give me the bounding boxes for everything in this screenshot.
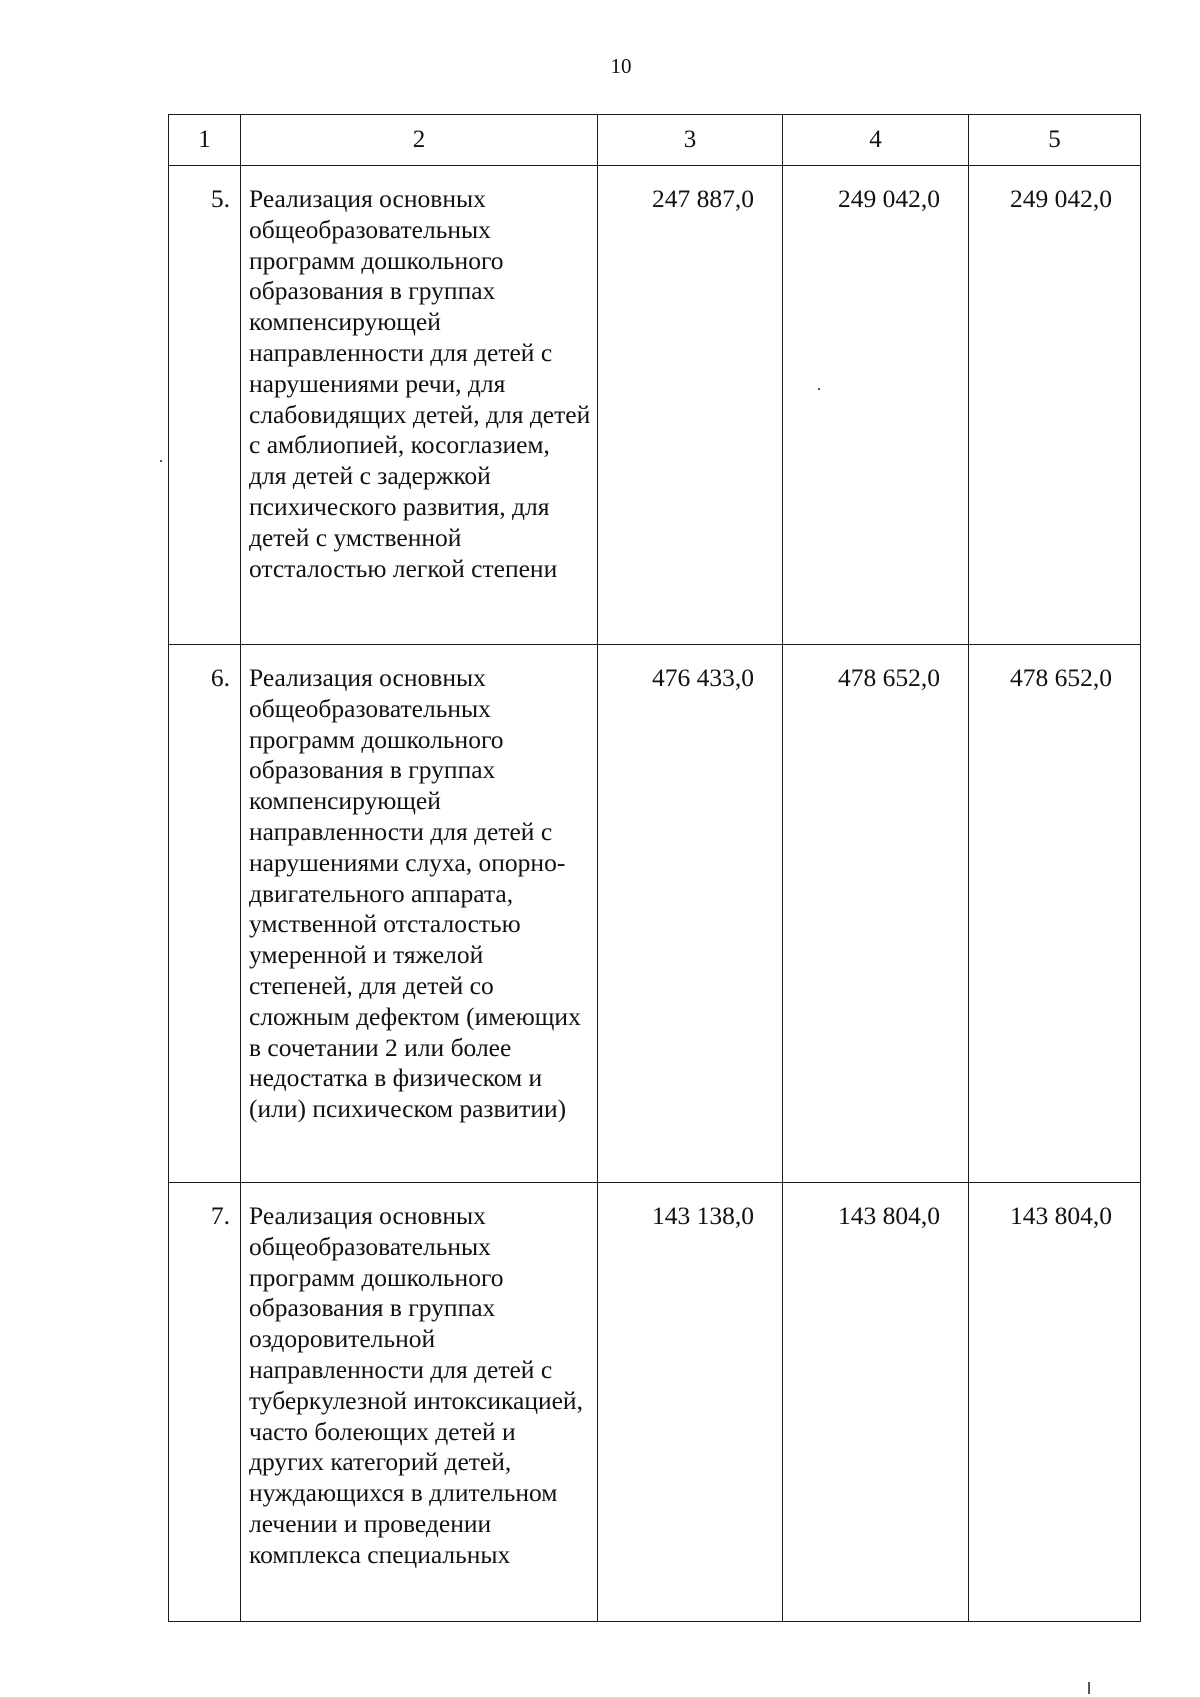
- value-column-3: 143 138,0: [598, 1183, 783, 1622]
- table-header-row: [169, 115, 1141, 166]
- budget-table: [168, 114, 1141, 1622]
- value-column-3: 247 887,0: [598, 166, 783, 645]
- scan-speck: [160, 460, 162, 462]
- row-number: 6.: [169, 645, 241, 1183]
- value-column-5: 143 804,0: [969, 1183, 1141, 1622]
- row-number: 5.: [169, 166, 241, 645]
- column-header-3: 3: [598, 115, 783, 166]
- value-column-4: 249 042,0: [783, 166, 969, 645]
- row-number: 7.: [169, 1183, 241, 1622]
- row-description: Реализация основных общеобразовательных программ дошкольного образования в группах оздоровительной направленности для детей с туберкулезной интоксикацией, часто болеющих детей и других категорий детей, нуждающихся в длительном лечении и проведении комплекса специальных: [241, 1183, 598, 1622]
- table-row: [169, 645, 1141, 1183]
- value-column-5: 478 652,0: [969, 645, 1141, 1183]
- value-column-5: 249 042,0: [969, 166, 1141, 645]
- scan-speck: [818, 388, 820, 390]
- table-row: [169, 1183, 1141, 1622]
- value-column-4: 478 652,0: [783, 645, 969, 1183]
- value-column-3: 476 433,0: [598, 645, 783, 1183]
- row-description: Реализация основных общеобразовательных программ дошкольного образования в группах компенсирующей направленности для детей с нарушениями слуха, опорно-двигательного аппарата, умственной отсталостью умеренной и тяжелой степеней, для детей со сложным дефектом (имеющих в сочетании 2 или более недостатка в физическом и (или) психическом развитии): [241, 645, 598, 1183]
- column-header-1: 1: [169, 115, 241, 166]
- page-number: 10: [610, 54, 632, 78]
- row-description: Реализация основных общеобразовательных программ дошкольного образования в группах компенсирующей направленности для детей с нарушениями речи, для слабовидящих детей, для детей с амблиопией, косоглазием, для детей с задержкой психического развития, для детей с умственной отсталостью легкой степени: [241, 166, 598, 645]
- table-row: [169, 166, 1141, 645]
- column-header-2: 2: [241, 115, 598, 166]
- value-column-4: 143 804,0: [783, 1183, 969, 1622]
- scan-edge-mark: [1088, 1682, 1090, 1694]
- column-header-4: 4: [783, 115, 969, 166]
- column-header-5: 5: [969, 115, 1141, 166]
